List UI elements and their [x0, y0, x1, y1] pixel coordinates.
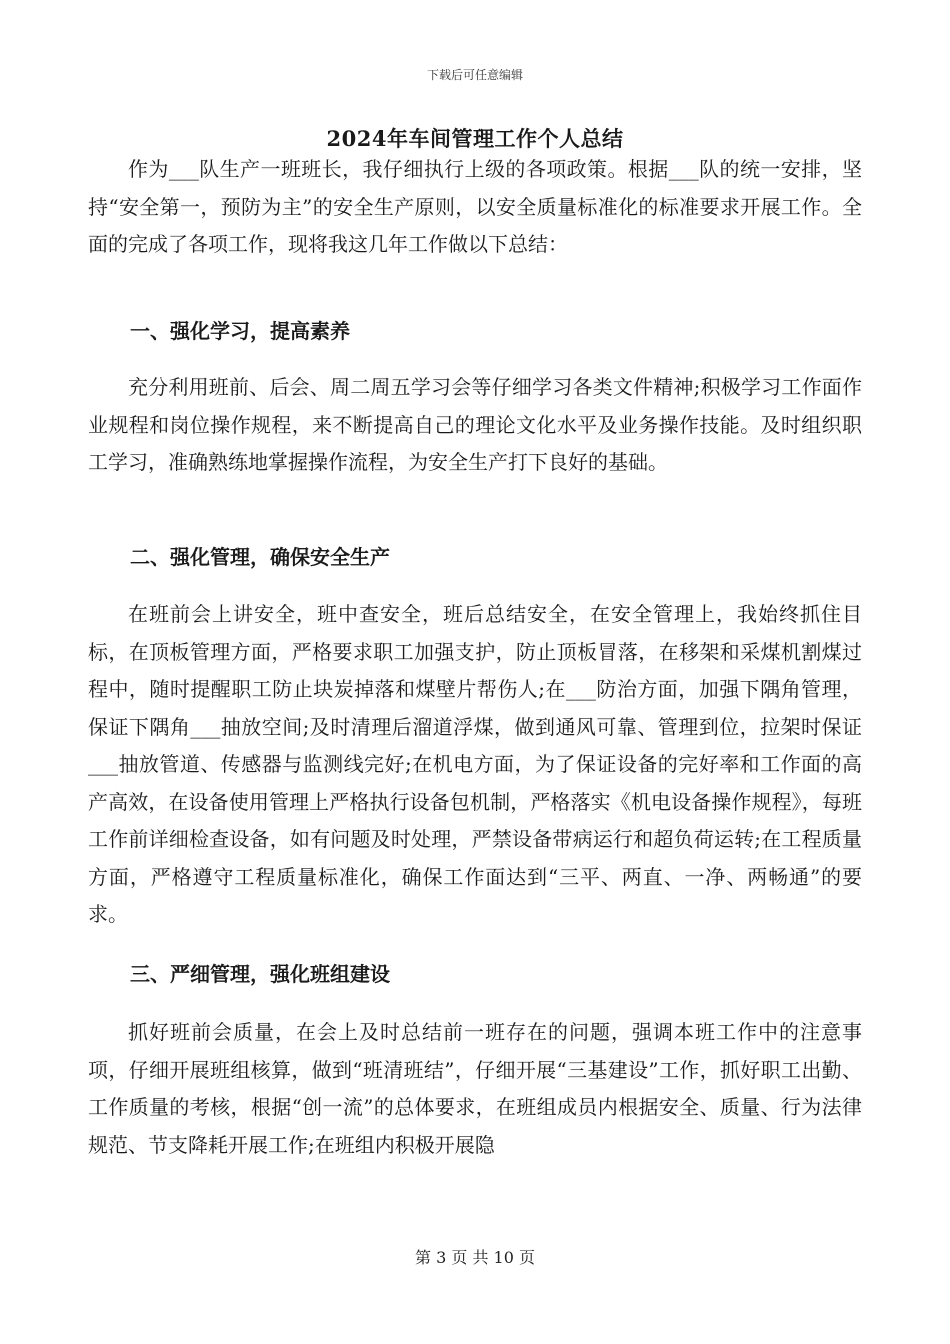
- header-note: 下载后可任意编辑: [426, 68, 523, 82]
- section-body-1: 充分利用班前、后会、周二周五学习会等仔细学习各类文件精神;积极学习工作面作业规程和岗位操作规程，来不断提高自己的理论文化水平及业务操作技能。及时组织职工学习，准确熟练地掌握操作流程，为安全生产打下良好的基础。: [88, 375, 862, 474]
- section-body-2: 在班前会上讲安全，班中查安全，班后总结安全，在安全管理上，我始终抓住目标，在顶板管理方面，严格要求职工加强支护，防止顶板冒落，在移架和采煤机割煤过程中，随时提醒职工防止块炭掉落和煤壁片帮伤人;在___防治方面，加强下隅角管理，保证下隅角___抽放空间;及时清理后溜道浮煤，做到通风可靠、管理到位，拉架时保证___抽放管道、传感器与监测线完好;在机电方面，为了保证设备的完好率和工作面的高产高效，在设备使用管理上严格执行设备包机制，严格落实《机电设备操作规程》，每班工作前详细检查设备，如有问题及时处理，严禁设备带病运行和超负荷运转;在工程质量方面，严格遵守工程质量标准化，确保工作面达到“三平、两直、一净、两畅通”的要求。: [88, 602, 862, 926]
- intro-paragraph: 作为___队生产一班班长，我仔细执行上级的各项政策。根据___队的统一安排，坚持“安全第一，预防为主”的安全生产原则，以安全质量标准化的标准要求开展工作。全面的完成了各项工作，现将我这几年工作做以下总结：: [88, 157, 862, 256]
- section-body-3: 抓好班前会质量，在会上及时总结前一班存在的问题，强调本班工作中的注意事项，仔细开展班组核算，做到“班清班结”，仔细开展“三基建设”工作，抓好职工出勤、工作质量的考核，根据“创一流”的总体要求，在班组成员内根据安全、质量、行为法律规范、节支降耗开展工作;在班组内积极开展隐: [88, 1020, 862, 1157]
- section-heading-1: 一、强化学习，提高素养: [130, 319, 350, 343]
- page-number-footer: 第 3 页 共 10 页: [415, 1248, 535, 1267]
- section-heading-2: 二、强化管理，确保安全生产: [130, 545, 390, 569]
- section-heading-3: 三、严细管理，强化班组建设: [130, 962, 390, 986]
- document-title: 2024年车间管理工作个人总结: [326, 126, 624, 151]
